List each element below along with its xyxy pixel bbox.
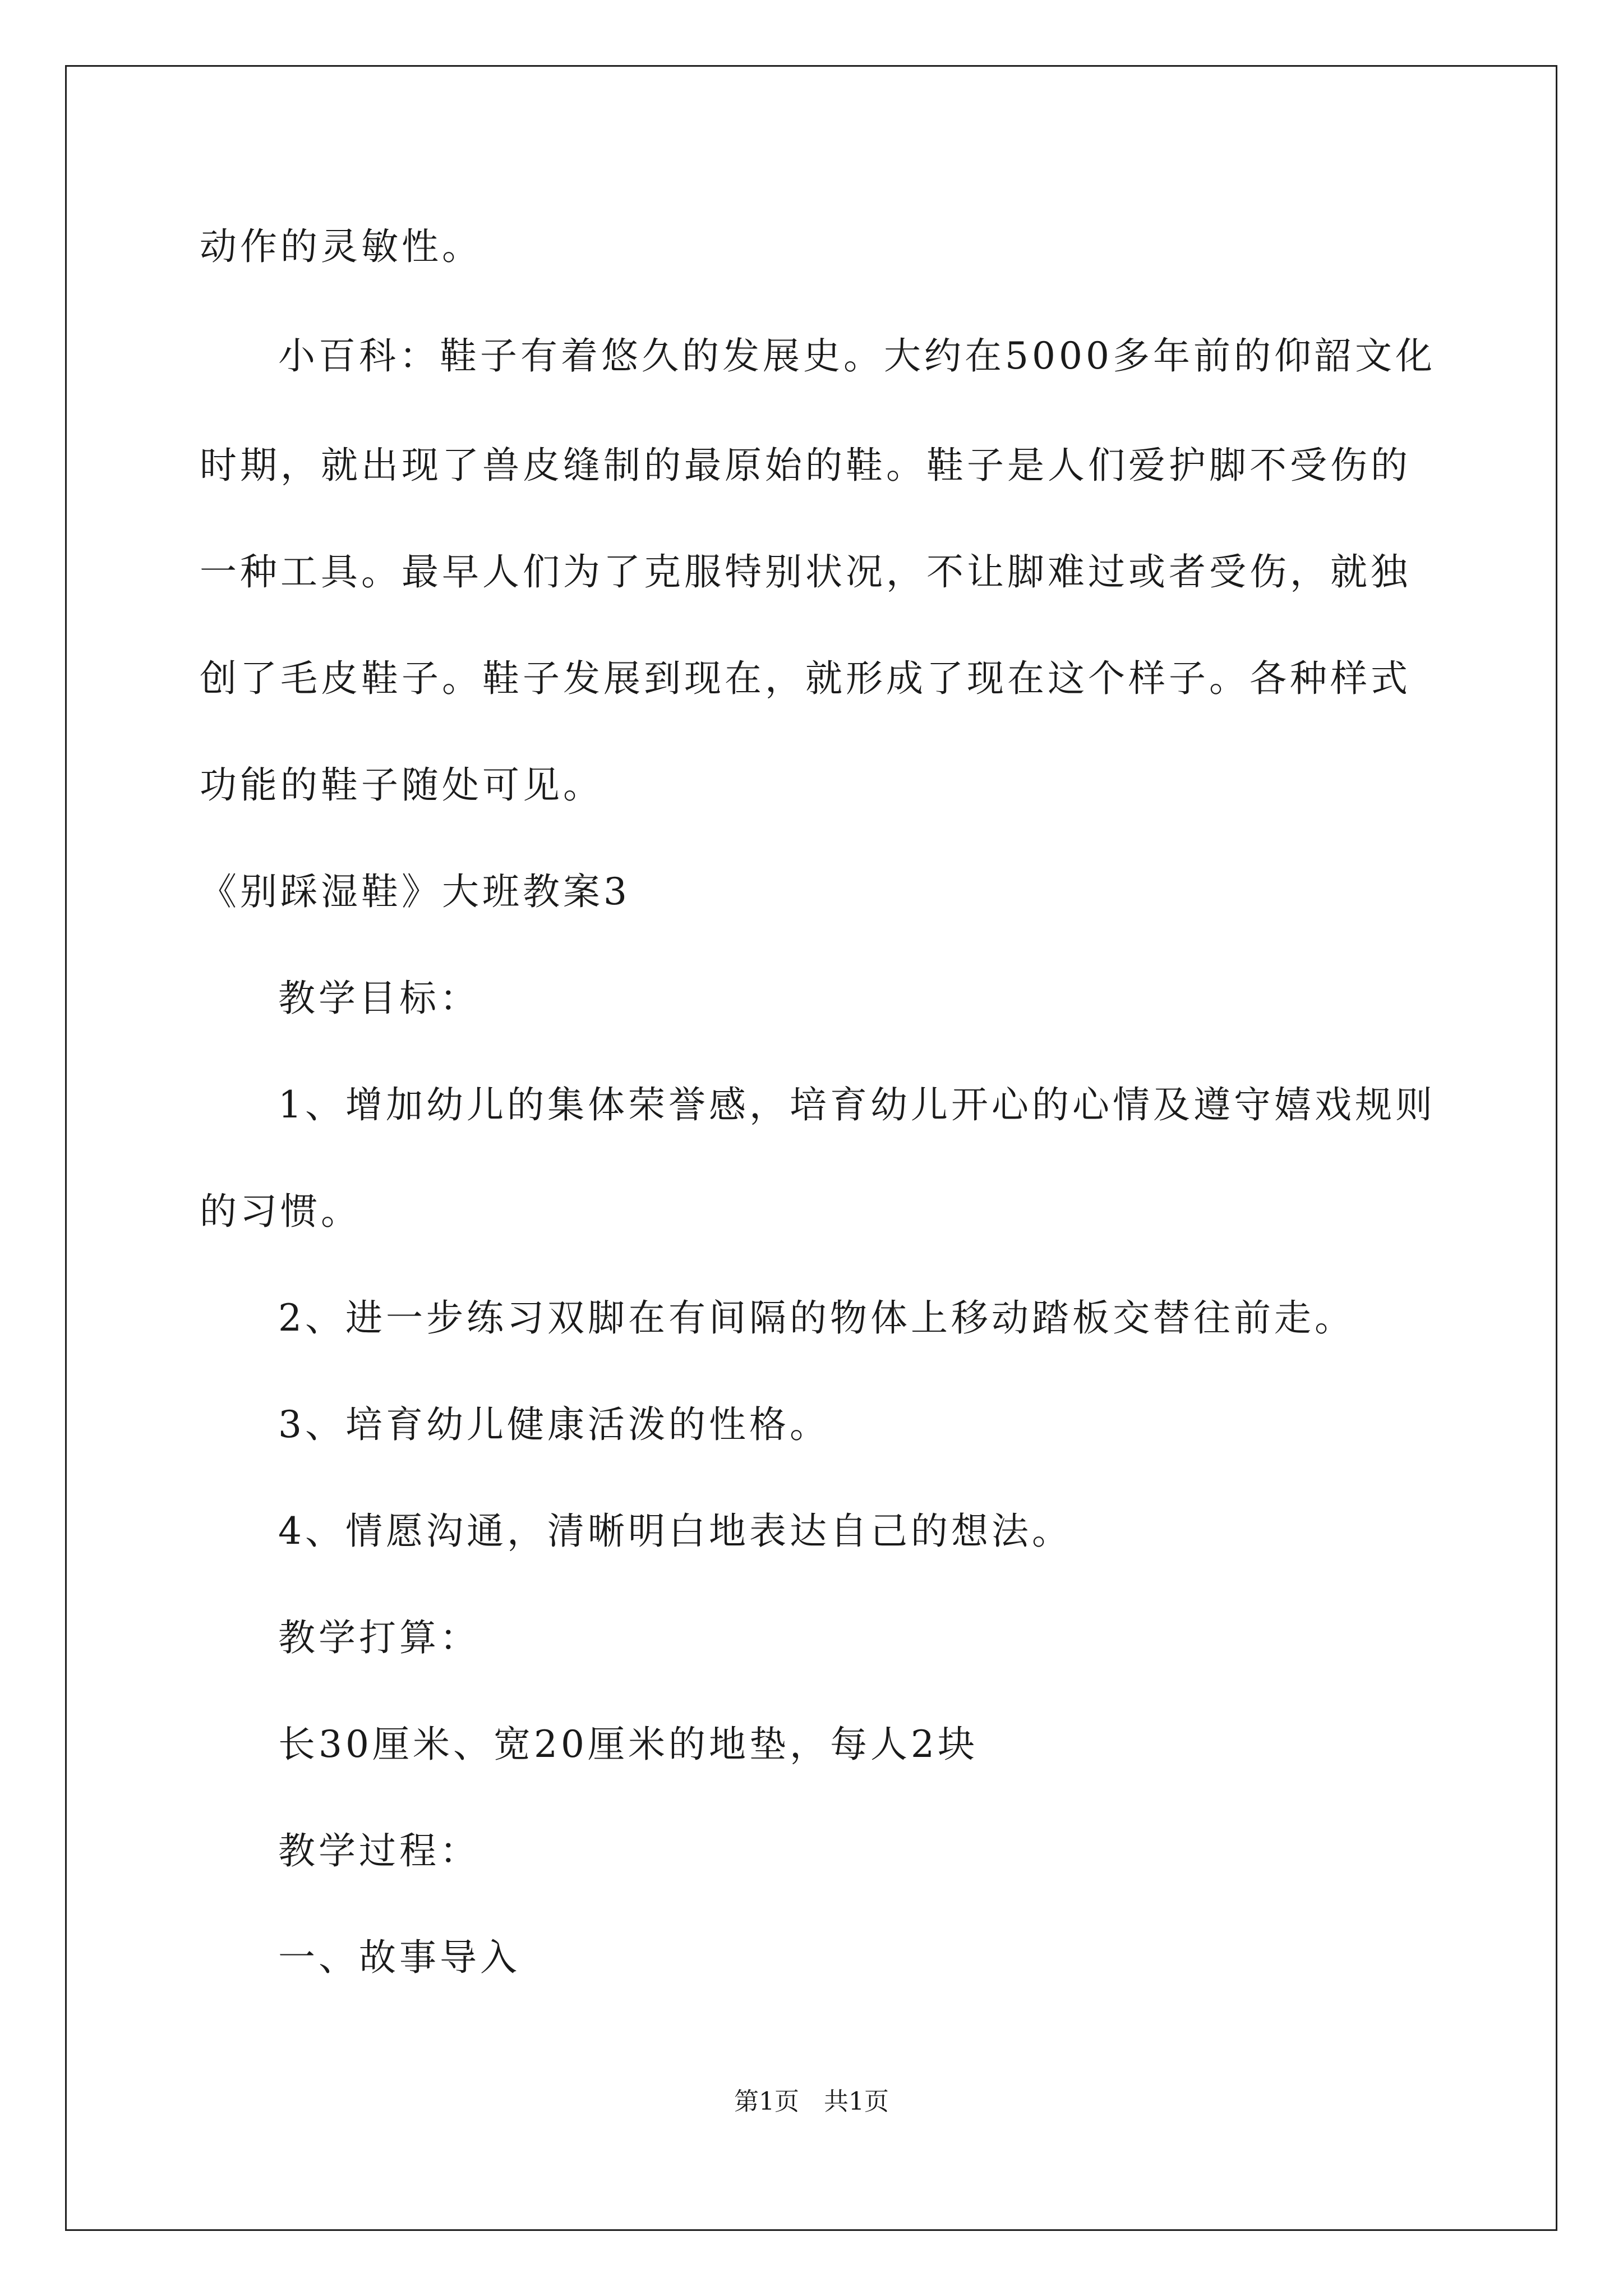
text-line: 4、情愿沟通，清晰明白地表达自己的想法。 [278, 1510, 1072, 1553]
text-line: 功能的鞋子随处可见。 [200, 763, 603, 807]
text-line: 一、故事导入 [278, 1936, 520, 1979]
page-footer: 第1页 共1页 [734, 2087, 889, 2116]
text-line: 长30厘米、宽20厘米的地垫，每人2块 [278, 1723, 978, 1766]
text-line: 时期，就出现了兽皮缝制的最原始的鞋。鞋子是人们爱护脚不受伤的 [200, 444, 1411, 487]
text-line: 小百科：鞋子有着悠久的发展史。大约在5000多年前的仰韶文化 [278, 334, 1436, 378]
text-line: 教学过程： [278, 1829, 480, 1872]
text-line: 动作的灵敏性。 [200, 225, 482, 268]
text-line: 教学打算： [278, 1616, 480, 1659]
text-line: 教学目标： [278, 977, 480, 1020]
text-line: 2、进一步练习双脚在有间隔的物体上移动踏板交替往前走。 [278, 1296, 1355, 1340]
text-line: 3、培育幼儿健康活泼的性格。 [278, 1403, 830, 1446]
page-border [65, 65, 1557, 2231]
text-line: 1、增加幼儿的集体荣誉感，培育幼儿开心的心情及遵守嬉戏规则 [278, 1083, 1436, 1126]
text-line: 的习惯。 [200, 1190, 361, 1233]
section-heading: 《别踩湿鞋》大班教案3 [200, 870, 630, 913]
text-line: 一种工具。最早人们为了克服特别状况，不让脚难过或者受伤，就独 [200, 550, 1411, 593]
text-line: 创了毛皮鞋子。鞋子发展到现在，就形成了现在这个样子。各种样式 [200, 657, 1411, 700]
